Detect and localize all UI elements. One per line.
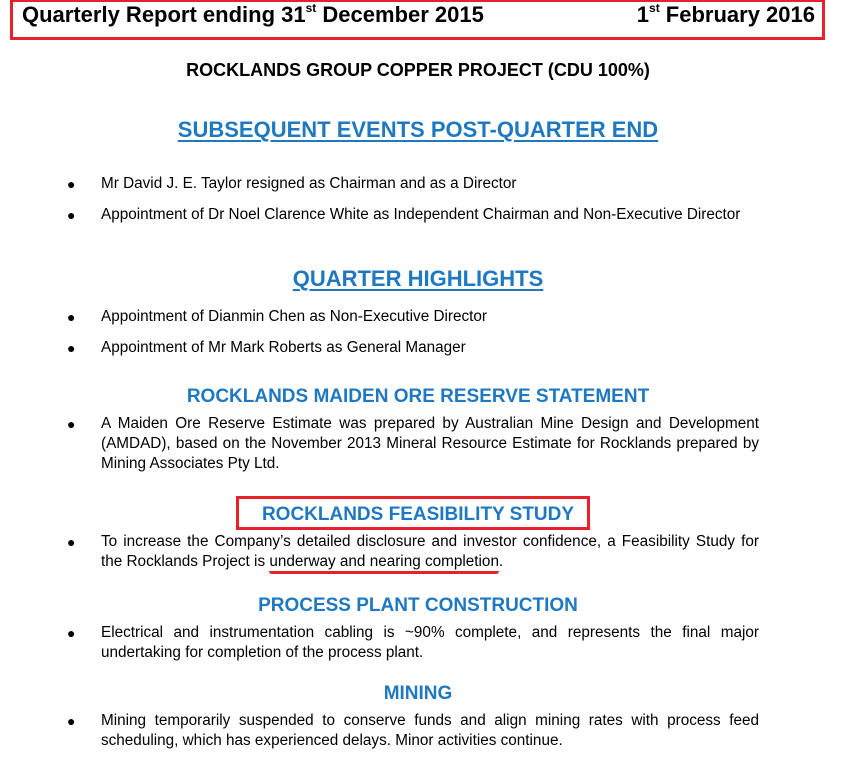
project-subtitle: ROCKLANDS GROUP COPPER PROJECT (CDU 100%) xyxy=(186,60,650,80)
list-item xyxy=(67,338,759,358)
bullet-icon: ● xyxy=(67,340,76,356)
list-item xyxy=(67,623,759,663)
list-item xyxy=(67,307,759,327)
heading-quarter-highlights: QUARTER HIGHLIGHTS xyxy=(292,266,544,291)
heading-feasibility-study: ROCKLANDS FEASIBILITY STUDY xyxy=(261,504,575,525)
highlighted-phrase: underway and nearing completion xyxy=(269,553,499,574)
heading-mining: MINING xyxy=(383,683,453,704)
report-date: 1st February 2016 xyxy=(636,0,815,27)
heading-ore-reserve: ROCKLANDS MAIDEN ORE RESERVE STATEMENT xyxy=(186,386,650,407)
bullet-icon: ● xyxy=(67,309,76,325)
bullet-icon: ● xyxy=(67,416,76,432)
list-item-text: Appointment of Dianmin Chen as Non-Executive Director xyxy=(101,308,487,325)
list-item xyxy=(67,174,759,194)
list-item-text: A Maiden Ore Reserve Estimate was prepared by Australian Mine Design and Development (AMDAD), based on the November 2013 Mineral Resource Estimate for Rocklands prepared by Mining Associates Pty Ltd. xyxy=(101,415,759,472)
list-item xyxy=(67,414,759,474)
list-item-text: Electrical and instrumentation cabling is ~90% complete, and represents the final major undertaking for completion of the process plant. xyxy=(101,624,759,661)
bullet-icon: ● xyxy=(67,625,76,641)
heading-process-plant: PROCESS PLANT CONSTRUCTION xyxy=(258,595,578,616)
report-title: Quarterly Report ending 31st December 2015 xyxy=(22,0,484,27)
list-item xyxy=(67,711,759,751)
list-item xyxy=(67,532,759,572)
list-item xyxy=(67,205,759,225)
list-item-text: Appointment of Mr Mark Roberts as General Manager xyxy=(101,339,466,356)
bullet-icon: ● xyxy=(67,176,76,192)
bullet-icon: ● xyxy=(67,534,76,550)
list-item-text: Mining temporarily suspended to conserve funds and align mining rates with process feed scheduling, which has experienced delays. Minor activities continue. xyxy=(101,712,759,749)
bullet-icon: ● xyxy=(67,207,76,223)
list-item-text: To increase the Company’s detailed disclosure and investor confidence, a Feasibility Study for the Rocklands Project is underway and nearing completion. xyxy=(101,532,759,572)
heading-subsequent-events: SUBSEQUENT EVENTS POST-QUARTER END xyxy=(177,117,659,142)
list-item-text: Appointment of Dr Noel Clarence White as Independent Chairman and Non-Executive Director xyxy=(101,206,741,223)
bullet-icon: ● xyxy=(67,713,76,729)
list-item-text: Mr David J. E. Taylor resigned as Chairman and as a Director xyxy=(101,175,517,192)
